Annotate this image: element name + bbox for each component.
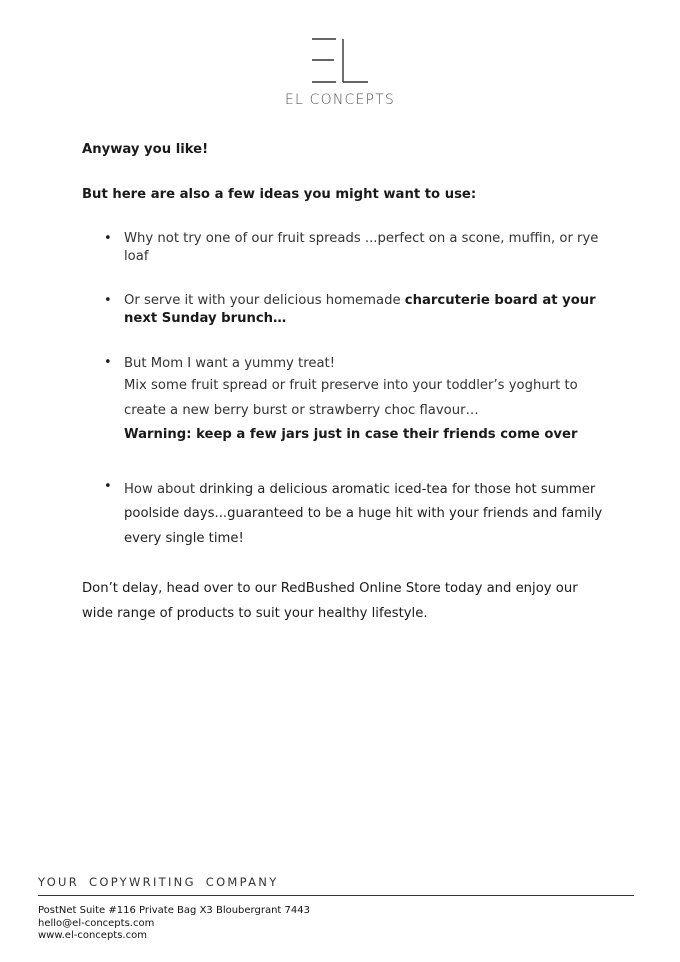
list-item (82, 292, 612, 328)
closing-paragraph: Don’t delay, head over to our RedBushed Online Store today and enjoy our wide range of products to suit your healthy lifestyle. (82, 581, 578, 621)
footer-email[interactable]: hello@el-concepts.com (38, 917, 155, 929)
bullet-icon: • (104, 231, 112, 246)
idea-text: Or serve it with your delicious homemade (124, 293, 405, 308)
heading-anyway: Anyway you like! (82, 142, 209, 157)
idea-text: But Mom I want a yummy treat! (124, 356, 335, 371)
idea-bold-text: charcuterie board at your next Sunday brunch… (124, 293, 596, 326)
idea-text: Mix some fruit spread or fruit preserve into your toddler’s yoghurt to create a new berry burst or strawberry choc flavour… (124, 378, 578, 418)
footer-website[interactable]: www.el-concepts.com (38, 930, 147, 941)
main-content (82, 141, 612, 626)
idea-text: drinking a delicious aromatic iced-tea for those hot summer poolside days...guaranteed to be a huge hit with your friends and family every single time! (124, 481, 603, 546)
footer-contact (38, 905, 310, 943)
footer-address: PostNet Suite #116 Private Bag X3 Bloubergrant 7443 (38, 905, 310, 916)
el-monogram-icon (310, 38, 370, 84)
heading-ideas: But here are also a few ideas you might want to use: (82, 187, 477, 202)
footer-tagline: YOUR COPYWRITING COMPANY (38, 875, 279, 889)
ideas-list (82, 230, 612, 551)
bullet-icon: • (104, 293, 112, 308)
footer-divider (38, 895, 634, 896)
bullet-icon: • (104, 355, 112, 370)
list-item (82, 354, 612, 448)
brand-name: EL CONCEPTS (284, 92, 396, 108)
logo (0, 38, 680, 108)
list-item (82, 478, 612, 552)
idea-text: Why not try one of our fruit spreads ...perfect on a scone, muffin, or rye loaf (124, 231, 599, 264)
warning-text: Warning: keep a few jars just in case their friends come over (124, 427, 578, 442)
idea-text: How about (124, 481, 200, 497)
list-item (82, 230, 612, 266)
bullet-icon: • (104, 478, 112, 494)
